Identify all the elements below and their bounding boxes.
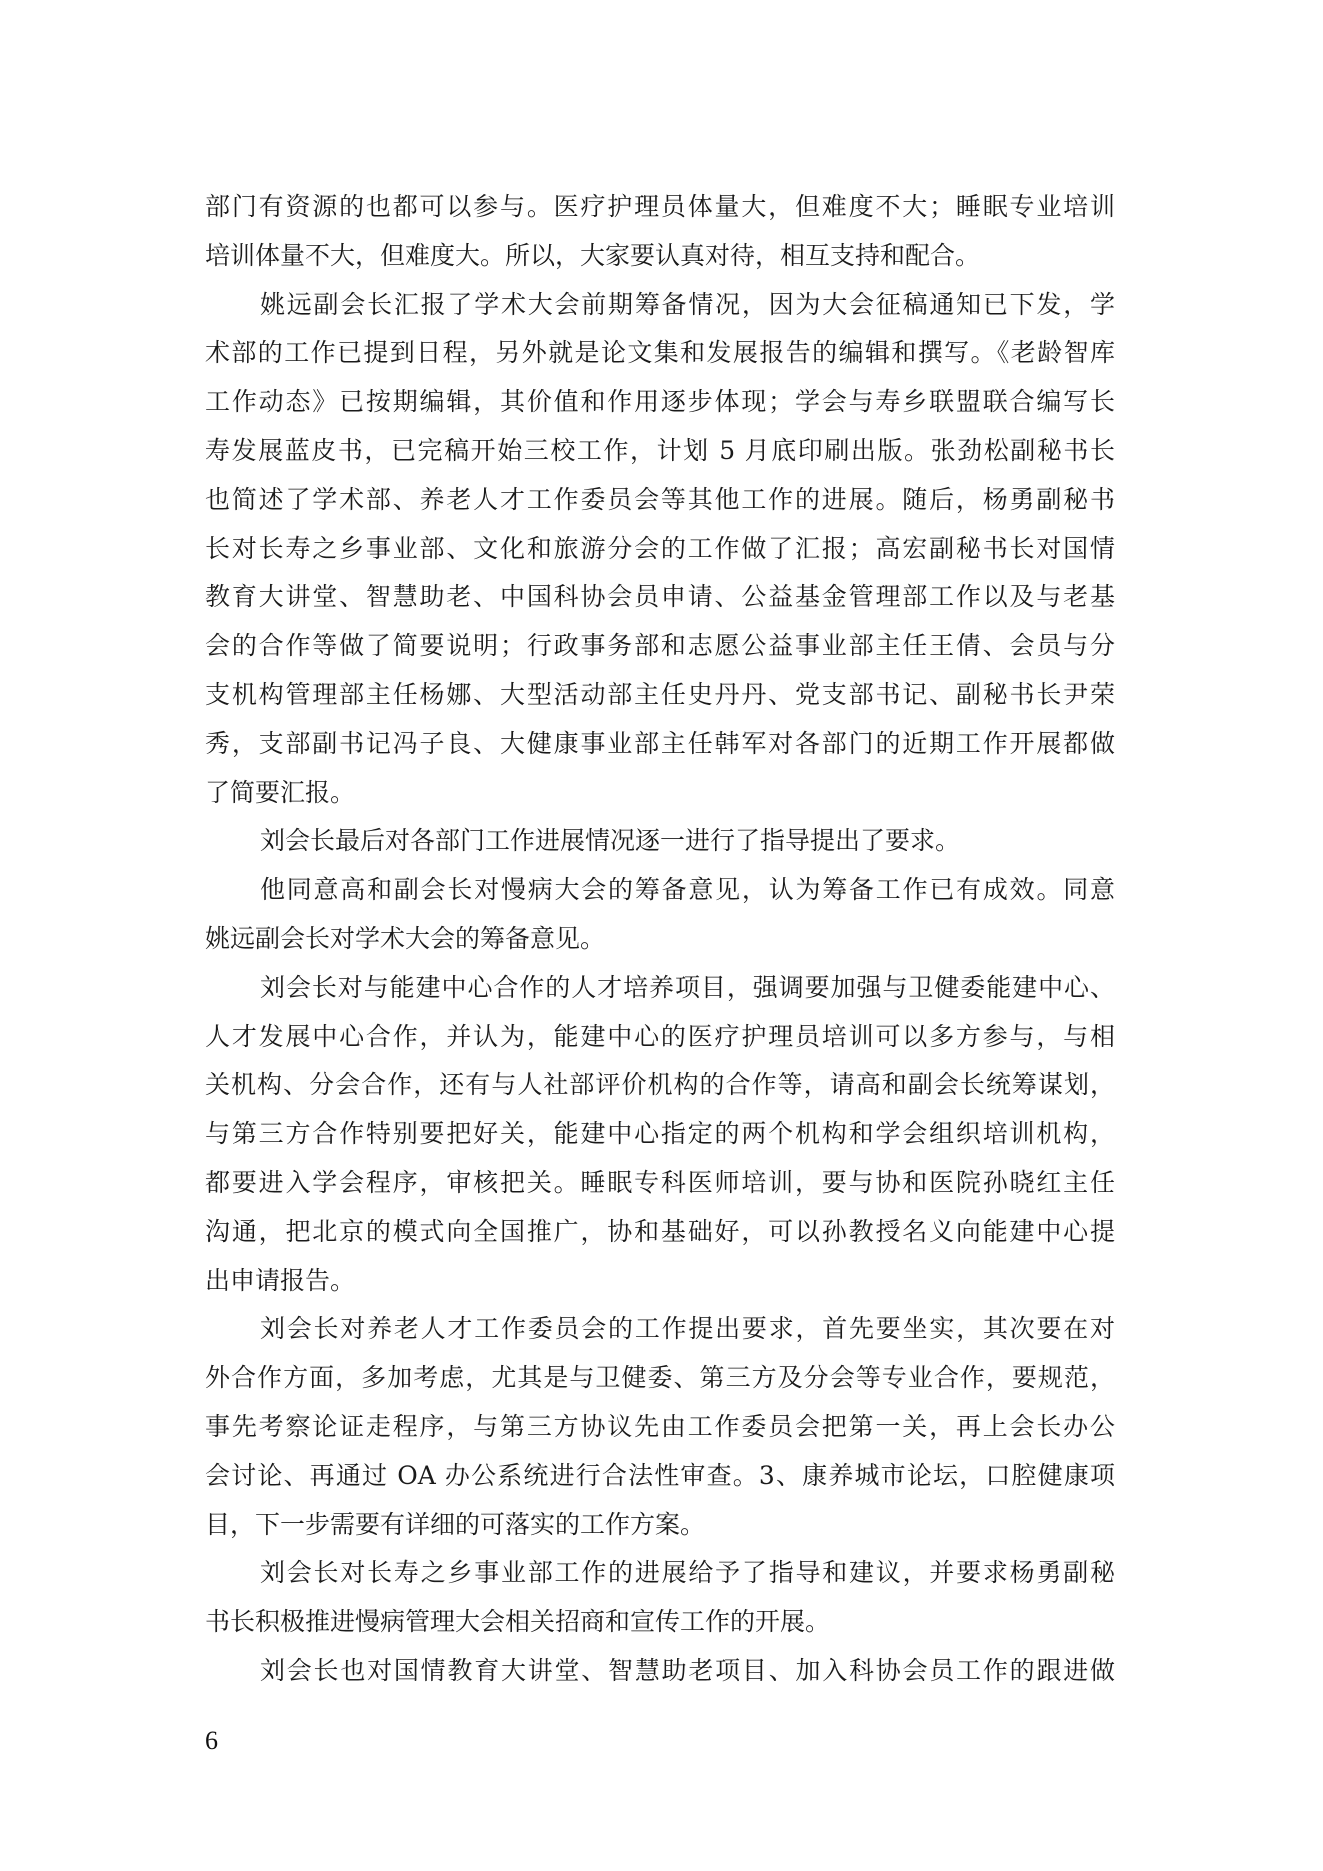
text-line: 事先考察论证走程序，与第三方协议先由工作委员会把第一关，再上会长办公 bbox=[205, 1411, 1115, 1441]
text-line: 长对长寿之乡事业部、文化和旅游分会的工作做了汇报；高宏副秘书长对国情 bbox=[205, 533, 1115, 563]
text-line: 教育大讲堂、智慧助老、中国科协会员申请、公益基金管理部工作以及与老基 bbox=[205, 582, 1115, 612]
text-line: 刘会长最后对各部门工作进展情况逐一进行了指导提出了要求。 bbox=[260, 826, 961, 856]
text-line: 关机构、分会合作，还有与人社部评价机构的合作等，请高和副会长统筹谋划， bbox=[205, 1070, 1115, 1100]
text-line: 会讨论、再通过 OA 办公系统进行合法性审查。3、康养城市论坛，口腔健康项 bbox=[205, 1460, 1115, 1490]
text-line: 刘会长对长寿之乡事业部工作的进展给予了指导和建议，并要求杨勇副秘 bbox=[260, 1558, 1115, 1588]
body-text bbox=[205, 183, 1115, 1696]
text-line: 支机构管理部主任杨娜、大型活动部主任史丹丹、党支部书记、副秘书长尹荣 bbox=[205, 679, 1115, 709]
text-line: 术部的工作已提到日程，另外就是论文集和发展报告的编辑和撰写。《老龄智库 bbox=[205, 338, 1115, 368]
text-line: 人才发展中心合作，并认为，能建中心的医疗护理员培训可以多方参与，与相 bbox=[205, 1021, 1115, 1051]
text-line: 出申请报告。 bbox=[205, 1265, 356, 1295]
text-line: 都要进入学会程序，审核把关。睡眠专科医师培训，要与协和医院孙晓红主任 bbox=[205, 1167, 1115, 1197]
text-line: 外合作方面，多加考虑，尤其是与卫健委、第三方及分会等专业合作，要规范， bbox=[205, 1363, 1115, 1393]
text-line: 培训体量不大，但难度大。所以，大家要认真对待，相互支持和配合。 bbox=[205, 240, 981, 270]
text-line: 会的合作等做了简要说明；行政事务部和志愿公益事业部主任王倩、会员与分 bbox=[205, 631, 1115, 661]
text-line: 部门有资源的也都可以参与。医疗护理员体量大，但难度不大；睡眠专业培训 bbox=[205, 192, 1115, 221]
text-line: 与第三方合作特别要把好关，能建中心指定的两个机构和学会组织培训机构， bbox=[205, 1119, 1115, 1149]
text-line: 了简要汇报。 bbox=[205, 777, 356, 807]
text-line: 也简述了学术部、养老人才工作委员会等其他工作的进展。随后，杨勇副秘书 bbox=[205, 484, 1115, 514]
text-line: 刘会长也对国情教育大讲堂、智慧助老项目、加入科协会员工作的跟进做 bbox=[260, 1655, 1115, 1685]
text-line: 刘会长对与能建中心合作的人才培养项目，强调要加强与卫健委能建中心、 bbox=[260, 972, 1115, 1002]
text-line: 刘会长对养老人才工作委员会的工作提出要求，首先要坐实，其次要在对 bbox=[260, 1314, 1115, 1344]
text-line: 工作动态》已按期编辑，其价值和作用逐步体现；学会与寿乡联盟联合编写长 bbox=[205, 387, 1115, 417]
page-number: 6 bbox=[205, 1726, 218, 1755]
text-line: 姚远副会长对学术大会的筹备意见。 bbox=[205, 923, 606, 953]
text-line: 姚远副会长汇报了学术大会前期筹备情况，因为大会征稿通知已下发，学 bbox=[260, 289, 1115, 319]
text-line: 目，下一步需要有详细的可落实的工作方案。 bbox=[205, 1509, 706, 1539]
text-line: 沟通，把北京的模式向全国推广，协和基础好，可以孙教授名义向能建中心提 bbox=[205, 1216, 1115, 1246]
text-line: 秀，支部副书记冯子良、大健康事业部主任韩军对各部门的近期工作开展都做 bbox=[205, 728, 1115, 758]
text-line: 他同意高和副会长对慢病大会的筹备意见，认为筹备工作已有成效。同意 bbox=[260, 875, 1115, 905]
text-line: 寿发展蓝皮书，已完稿开始三校工作，计划 5 月底印刷出版。张劲松副秘书长 bbox=[205, 435, 1115, 465]
text-line: 书长积极推进慢病管理大会相关招商和宣传工作的开展。 bbox=[205, 1607, 831, 1637]
